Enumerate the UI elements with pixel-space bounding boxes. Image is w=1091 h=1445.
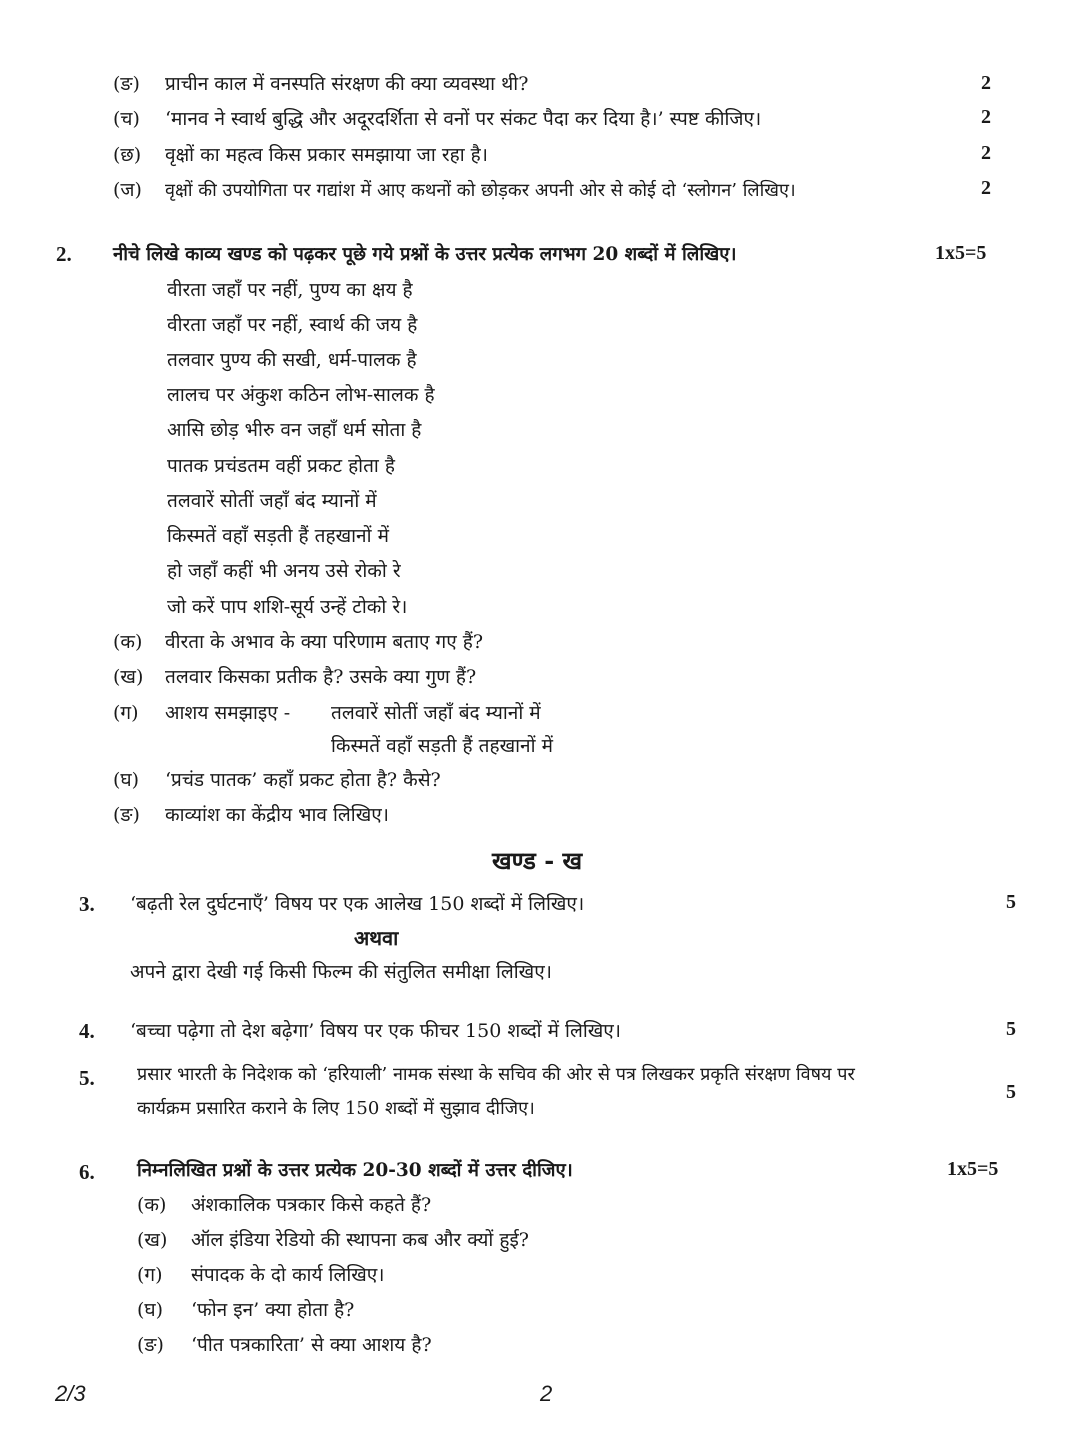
item-text: काव्यांश का केंद्रीय भाव लिखिए। — [165, 804, 389, 826]
item-label: (च) — [113, 108, 140, 130]
question-2-sub-gha — [113, 766, 441, 792]
item-text: वृक्षों की उपयोगिता पर गद्यांश में आए कथनों को छोड़कर अपनी ओर से कोई दो ‘स्लोगन’ लिखिए। — [165, 180, 796, 201]
question-1-item-chha — [113, 141, 488, 167]
marks: 2 — [981, 177, 991, 199]
item-label: (ङ) — [137, 1334, 164, 1356]
quote-line: तलवारें सोतीं जहाँ बंद म्यानों में — [331, 702, 541, 724]
marks: 2 — [981, 106, 991, 128]
question-2-sub-nga — [113, 801, 389, 827]
question-6-sub-kha — [137, 1226, 529, 1252]
question-1-item-ja — [113, 176, 796, 202]
item-label: (छ) — [113, 144, 142, 166]
poem-line: आसि छोड़ भीरु वन जहाँ धर्म सोता है — [167, 419, 422, 441]
question-6-sub-ga — [137, 1261, 385, 1287]
quote-line: किस्मतें वहाँ सड़ती हैं तहखानों में — [331, 735, 553, 757]
item-text: ऑल इंडिया रेडियो की स्थापना कब और क्यों हुई? — [191, 1229, 529, 1251]
item-label: (ख) — [113, 666, 144, 688]
poem-line: लालच पर अंकुश कठिन लोभ-सालक है — [167, 384, 435, 406]
item-label: (ज) — [113, 179, 142, 201]
question-1-item-nga — [113, 70, 528, 96]
item-label: (ग) — [113, 702, 139, 724]
marks: 2 — [981, 142, 991, 164]
question-6-title: निम्नलिखित प्रश्नों के उत्तर प्रत्येक 20-30 शब्दों में उत्तर दीजिए। — [137, 1160, 573, 1181]
question-number: 4. — [79, 1019, 95, 1043]
marks: 1x5=5 — [935, 242, 987, 264]
marks: 5 — [1006, 1081, 1016, 1103]
item-label: (क) — [113, 631, 143, 653]
item-label: (ङ) — [113, 804, 140, 826]
question-4-text: ‘बच्चा पढ़ेगा तो देश बढ़ेगा’ विषय पर एक फीचर 150 शब्दों में लिखिए। — [130, 1020, 621, 1042]
question-5-line-1: प्रसार भारती के निदेशक को ‘हरियाली’ नामक संस्था के सचिव की ओर से पत्र लिखकर प्रकृति संरक्षण विषय पर — [137, 1064, 855, 1085]
question-2-sub-kha — [113, 663, 476, 689]
marks: 2 — [981, 72, 991, 94]
question-number: 6. — [79, 1160, 95, 1184]
question-6-sub-ka — [137, 1191, 431, 1217]
item-text: वीरता के अभाव के क्या परिणाम बताए गए हैं? — [165, 631, 484, 653]
poem-line: हो जहाँ कहीं भी अनय उसे रोको रे — [167, 560, 401, 582]
question-5-line-2: कार्यक्रम प्रसारित कराने के लिए 150 शब्दों में सुझाव दीजिए। — [137, 1098, 535, 1119]
item-text: ‘पीत पत्रकारिता’ से क्या आशय है? — [191, 1334, 432, 1356]
question-2-sub-ga — [113, 699, 290, 725]
question-2-sub-ka — [113, 628, 483, 654]
item-text: वृक्षों का महत्व किस प्रकार समझाया जा रहा है। — [165, 144, 488, 166]
poem-line: किस्मतें वहाँ सड़ती हैं तहखानों में — [167, 525, 389, 547]
item-label: (घ) — [113, 769, 140, 791]
item-text: ‘फोन इन’ क्या होता है? — [191, 1299, 355, 1321]
poem-line: पातक प्रचंडतम वहीं प्रकट होता है — [167, 455, 395, 477]
question-3-text: ‘बढ़ती रेल दुर्घटनाएँ’ विषय पर एक आलेख 150 शब्दों में लिखिए। — [130, 893, 585, 915]
question-number: 3. — [79, 892, 95, 916]
item-label: (क) — [137, 1194, 167, 1216]
item-label: (ख) — [137, 1229, 168, 1251]
item-text: ‘प्रचंड पातक’ कहाँ प्रकट होता है? कैसे? — [165, 769, 441, 791]
item-text: संपादक के दो कार्य लिखिए। — [191, 1264, 385, 1286]
question-number: 5. — [79, 1066, 95, 1090]
poem-line: जो करें पाप शशि-सूर्य उन्हें टोको रे। — [167, 596, 408, 618]
marks: 1x5=5 — [947, 1158, 999, 1180]
or-label: अथवा — [354, 926, 399, 950]
item-text: ‘मानव ने स्वार्थ बुद्धि और अदूरदर्शिता से वनों पर संकट पैदा कर दिया है।’ स्पष्ट कीजिए। — [165, 108, 762, 130]
question-6-sub-gha — [137, 1296, 354, 1322]
marks: 5 — [1006, 891, 1016, 913]
question-6-sub-nga — [137, 1331, 432, 1357]
poem-line: वीरता जहाँ पर नहीं, स्वार्थ की जय है — [167, 314, 418, 336]
item-label: (ङ) — [113, 73, 140, 95]
question-3-alt-text: अपने द्वारा देखी गई किसी फिल्म की संतुलित समीक्षा लिखिए। — [130, 961, 552, 983]
poem-line: तलवार पुण्य की सखी, धर्म-पालक है — [167, 349, 417, 371]
page-number: 2 — [540, 1381, 553, 1406]
question-1-item-cha — [113, 105, 761, 131]
item-text: तलवार किसका प्रतीक है? उसके क्या गुण हैं? — [165, 666, 477, 688]
poem-line: तलवारें सोतीं जहाँ बंद म्यानों में — [167, 490, 377, 512]
paper-code: 2/3 — [55, 1381, 86, 1406]
item-label: (ग) — [137, 1264, 163, 1286]
poem-line: वीरता जहाँ पर नहीं, पुण्य का क्षय है — [167, 279, 413, 301]
item-text: प्राचीन काल में वनस्पति संरक्षण की क्या व्यवस्था थी? — [165, 73, 529, 95]
item-label: (घ) — [137, 1299, 164, 1321]
section-heading: खण्ड - ख — [492, 846, 583, 875]
question-2-title: नीचे लिखे काव्य खण्ड को पढ़कर पूछे गये प्रश्नों के उत्तर प्रत्येक लगभग 20 शब्दों में लिखिए। — [113, 244, 737, 265]
marks: 5 — [1006, 1018, 1016, 1040]
item-text: अंशकालिक पत्रकार किसे कहते हैं? — [191, 1194, 432, 1216]
question-number: 2. — [56, 242, 72, 266]
item-text: आशय समझाइए - — [165, 702, 291, 724]
